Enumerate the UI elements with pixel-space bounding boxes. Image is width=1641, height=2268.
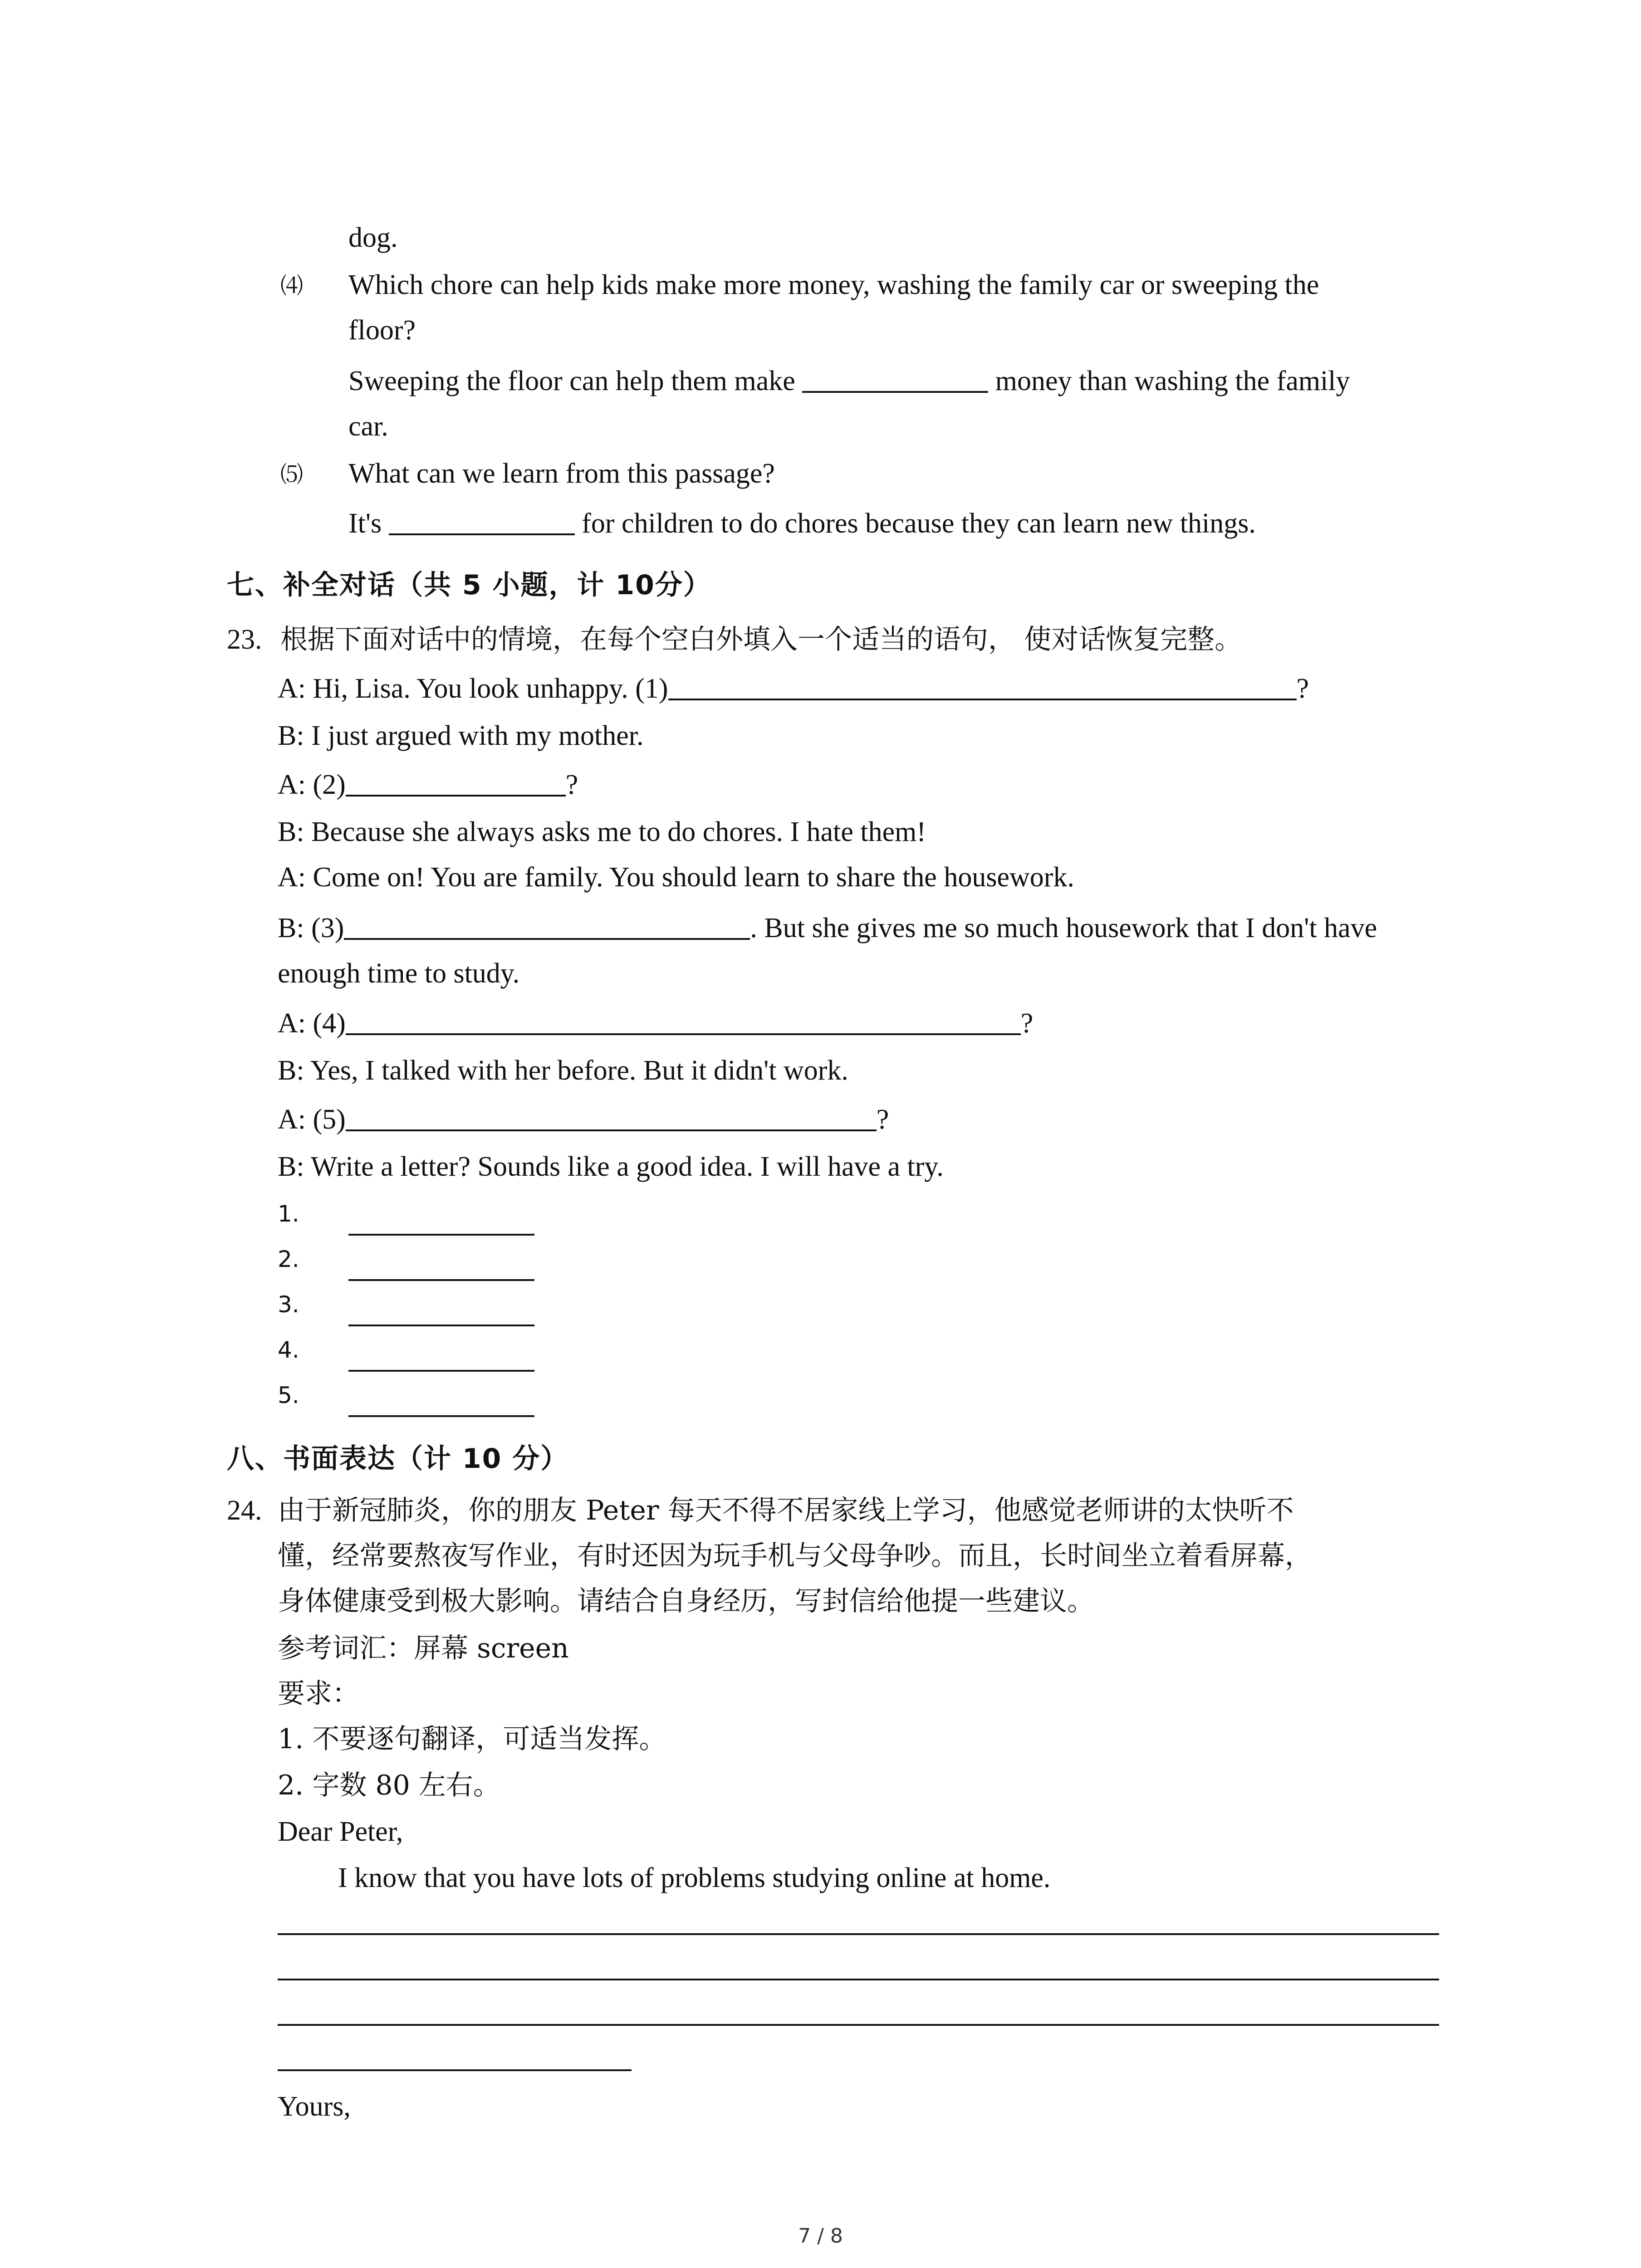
dialogue-line-3: [278, 767, 578, 803]
dialogue-line-10: B: Write a letter? Sounds like a good idea. I will have a try.: [278, 1151, 944, 1182]
dialogue-line-7-end: ?: [1020, 1008, 1034, 1039]
dialogue-blank-5[interactable]: [346, 1103, 877, 1131]
dialogue-line-6-end: . But she gives me so much housework that I don't have: [750, 913, 1377, 943]
dialogue-line-9: [278, 1101, 889, 1138]
q22-5-answer-line: [348, 505, 1256, 542]
dialogue-line-8: B: Yes, I talked with her before. But it didn't work.: [278, 1055, 848, 1086]
dialogue-line-9-end: ?: [876, 1104, 889, 1135]
answer-line-3[interactable]: [348, 1325, 534, 1326]
dialogue-line-9-text: A: (5): [278, 1104, 346, 1135]
q24-requirement-2: 2. 字数 80 左右。: [278, 1769, 500, 1801]
answer-line-1[interactable]: [348, 1234, 534, 1236]
q22-4-answer-before: Sweeping the floor can help them make: [348, 366, 795, 396]
q22-4-number: ⑷: [280, 273, 303, 299]
answer-number-4: 4.: [278, 1337, 299, 1363]
q22-4-answer-after: money than washing the family: [995, 366, 1350, 396]
dialogue-blank-2[interactable]: [346, 768, 566, 797]
dialogue-line-2: B: I just argued with my mother.: [278, 720, 644, 751]
dialogue-blank-3[interactable]: [344, 912, 750, 940]
q22-5-question: What can we learn from this passage?: [348, 458, 775, 489]
q24-requirement-1: 1. 不要逐句翻译，可适当发挥。: [278, 1723, 666, 1755]
answer-number-1: 1.: [278, 1201, 299, 1227]
section7-heading: 七、补全对话（共 5 小题，计 10分）: [227, 569, 711, 601]
q23-number: 23.: [227, 624, 262, 655]
dialogue-line-6: [278, 910, 1377, 946]
dialogue-line-1: [278, 670, 1309, 707]
q22-5-answer-after: for children to do chores because they can learn new things.: [582, 508, 1256, 539]
dialogue-line-3-text: A: (2): [278, 769, 346, 800]
q24-prompt-line3: 身体健康受到极大影响。请结合自身经历，写封信给他提一些建议。: [278, 1585, 1094, 1617]
writing-line-1[interactable]: [278, 1933, 1439, 1935]
dialogue-blank-1[interactable]: [668, 672, 1297, 700]
answer-number-5: 5.: [278, 1382, 299, 1408]
q24-vocab: 参考词汇：屏幕 screen: [278, 1633, 569, 1664]
dialogue-line-5: A: Come on! You are family. You should learn to share the housework.: [278, 862, 1074, 893]
q24-prompt-line1: 由于新冠肺炎，你的朋友 Peter 每天不得不居家线上学习，他感觉老师讲的太快听不: [278, 1495, 1294, 1526]
dialogue-line-4: B: Because she always asks me to do chores. I hate them!: [278, 816, 926, 847]
answer-line-2[interactable]: [348, 1279, 534, 1281]
writing-line-2[interactable]: [278, 1979, 1439, 1980]
dialogue-line-3-end: ?: [565, 769, 578, 800]
q22-4-question-line2: floor?: [348, 315, 416, 346]
q22-5-answer-blank[interactable]: [389, 507, 575, 535]
q24-requirements-title: 要求：: [278, 1678, 359, 1710]
section8-heading: 八、书面表达（计 10 分）: [227, 1443, 569, 1475]
answer-number-3: 3.: [278, 1291, 299, 1318]
dialogue-line-1-text: A: Hi, Lisa. You look unhappy. (1): [278, 673, 668, 704]
writing-line-4[interactable]: [278, 2069, 632, 2071]
q22-4-question-line1: Which chore can help kids make more money, washing the family car or sweeping the: [348, 269, 1319, 300]
answer-number-2: 2.: [278, 1246, 299, 1272]
q22-4-answer-line: [348, 363, 1350, 399]
dialogue-blank-4[interactable]: [346, 1007, 1021, 1035]
q23-instruction: 根据下面对话中的情境，在每个空白外填入一个适当的语句， 使对话恢复完整。: [280, 624, 1242, 655]
writing-line-3[interactable]: [278, 2024, 1439, 2026]
q22-5-answer-before: It's: [348, 508, 382, 539]
dialogue-line-6-text: B: (3): [278, 913, 344, 943]
q22-5-number: ⑸: [280, 461, 303, 488]
page-number: 7 / 8: [798, 2224, 843, 2248]
letter-opening: I know that you have lots of problems studying online at home.: [338, 1862, 1051, 1893]
q22-4-answer-line2: car.: [348, 411, 388, 442]
letter-closing: Yours,: [278, 2091, 351, 2122]
dialogue-line-6-cont: enough time to study.: [278, 958, 520, 989]
q24-prompt-line2: 懂，经常要熬夜写作业，有时还因为玩手机与父母争吵。而且，长时间坐立着看屏幕，: [278, 1540, 1312, 1572]
letter-salutation: Dear Peter,: [278, 1816, 403, 1847]
q22-prev-line-end: dog.: [348, 222, 398, 253]
answer-line-5[interactable]: [348, 1415, 534, 1417]
dialogue-line-7-text: A: (4): [278, 1008, 346, 1039]
dialogue-line-7: [278, 1005, 1033, 1041]
q22-4-answer-blank[interactable]: [802, 365, 988, 393]
dialogue-line-1-end: ?: [1296, 673, 1309, 704]
answer-line-4[interactable]: [348, 1370, 534, 1372]
q24-number: 24.: [227, 1495, 262, 1526]
